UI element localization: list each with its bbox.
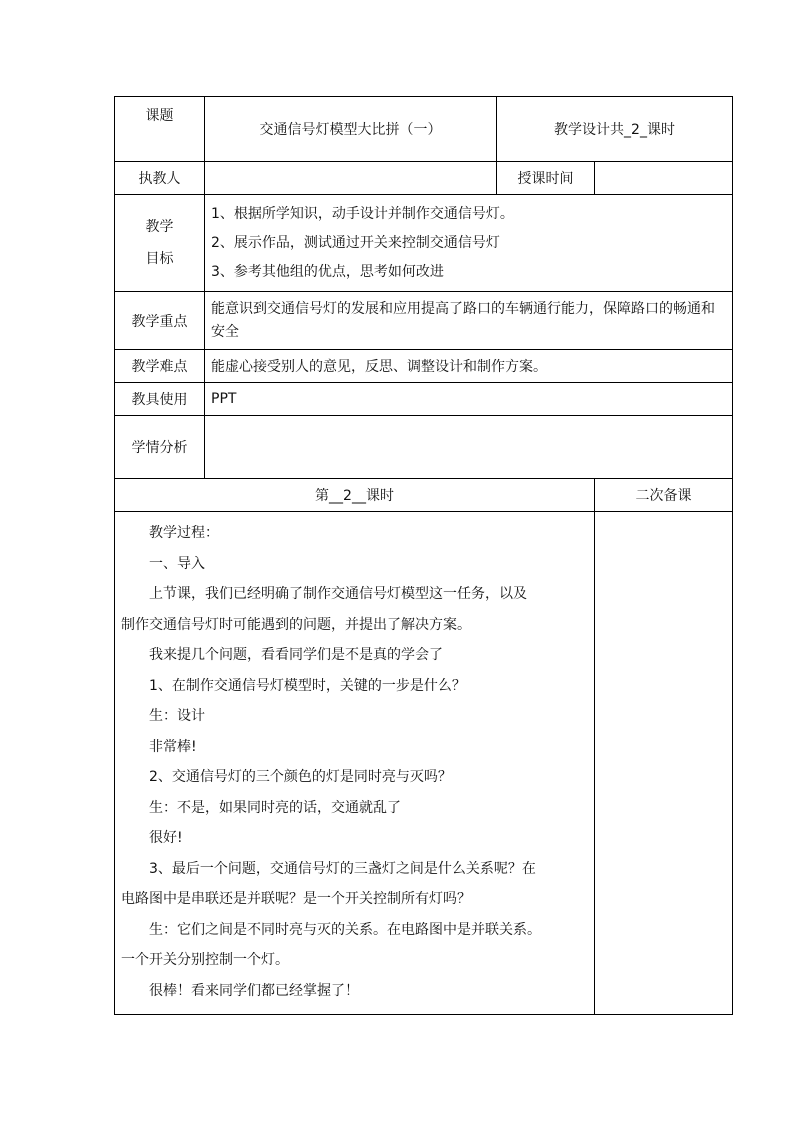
process-line: 1、在制作交通信号灯模型时，关键的一步是什么？ <box>149 677 466 694</box>
process-line: 一个开关分别控制一个灯。 <box>121 952 289 968</box>
secondary-notes-cell <box>595 512 733 1015</box>
analysis-text <box>205 416 733 479</box>
goals-list <box>205 195 733 292</box>
key-points-text: 能意识到交通信号灯的发展和应用提高了路口的车辆通行能力，保障路口的畅通和安全 <box>205 292 733 350</box>
time-value <box>595 162 733 195</box>
process-line: 一、导入 <box>149 555 205 572</box>
teacher-row <box>115 162 733 195</box>
tools-text: PPT <box>205 383 733 416</box>
goals-label-line1: 教学 <box>145 219 174 235</box>
topic-value: 交通信号灯模型大比拼（一） <box>205 97 497 162</box>
design-info: 教学设计共_2_课时 <box>497 97 733 162</box>
difficulties-label: 教学难点 <box>115 350 205 383</box>
process-line: 制作交通信号灯时可能遇到的问题，并提出了解决方案。 <box>121 616 471 633</box>
process-line: 3、最后一个问题，交通信号灯的三盏灯之间是什么关系呢？在 <box>149 860 536 877</box>
process-line: 教学过程： <box>149 525 219 541</box>
lesson-header-row <box>115 479 733 512</box>
lesson-body-row <box>115 512 733 1015</box>
goals-label-line2: 目标 <box>145 251 174 267</box>
goal-item: 1、根据所学知识，动手设计并制作交通信号灯。 <box>211 205 514 222</box>
goals-row <box>115 195 733 292</box>
process-line: 上节课，我们已经明确了制作交通信号灯模型这一任务，以及 <box>149 586 527 602</box>
key-points-row <box>115 292 733 350</box>
topic-row <box>115 97 733 162</box>
process-line: 生：它们之间是不同时亮与灭的关系。在电路图中是并联关系。 <box>149 921 541 938</box>
topic-label: 课题 <box>115 97 205 162</box>
lesson-title: 第__2__课时 <box>115 479 595 512</box>
process-line: 我来提几个问题，看看同学们是不是真的学会了 <box>149 647 443 663</box>
process-line: 很棒！看来同学们都已经掌握了！ <box>149 982 359 999</box>
process-line: 生：不是，如果同时亮的话，交通就乱了 <box>149 799 401 816</box>
difficulties-row <box>115 350 733 383</box>
goal-item: 3、参考其他组的优点，思考如何改进 <box>211 263 444 280</box>
process-line: 生：设计 <box>149 708 205 724</box>
analysis-label: 学情分析 <box>115 416 205 479</box>
notes-label: 二次备课 <box>595 479 733 512</box>
teaching-process <box>115 512 595 1015</box>
difficulties-text: 能虚心接受别人的意见，反思、调整设计和制作方案。 <box>205 350 733 383</box>
process-line: 电路图中是串联还是并联呢？是一个开关控制所有灯吗？ <box>121 891 471 907</box>
process-line: 2、交通信号灯的三个颜色的灯是同时亮与灭吗？ <box>149 769 452 785</box>
key-points-label: 教学重点 <box>115 292 205 350</box>
analysis-row <box>115 416 733 479</box>
process-line: 非常棒! <box>149 738 197 755</box>
goal-item: 2、展示作品，测试通过开关来控制交通信号灯 <box>211 234 500 251</box>
time-label: 授课时间 <box>497 162 595 195</box>
lesson-plan-table <box>114 96 733 1015</box>
goals-label <box>115 195 205 292</box>
teacher-value <box>205 162 497 195</box>
teacher-label: 执教人 <box>115 162 205 195</box>
tools-row <box>115 383 733 416</box>
process-line: 很好! <box>149 830 183 846</box>
tools-label: 教具使用 <box>115 383 205 416</box>
